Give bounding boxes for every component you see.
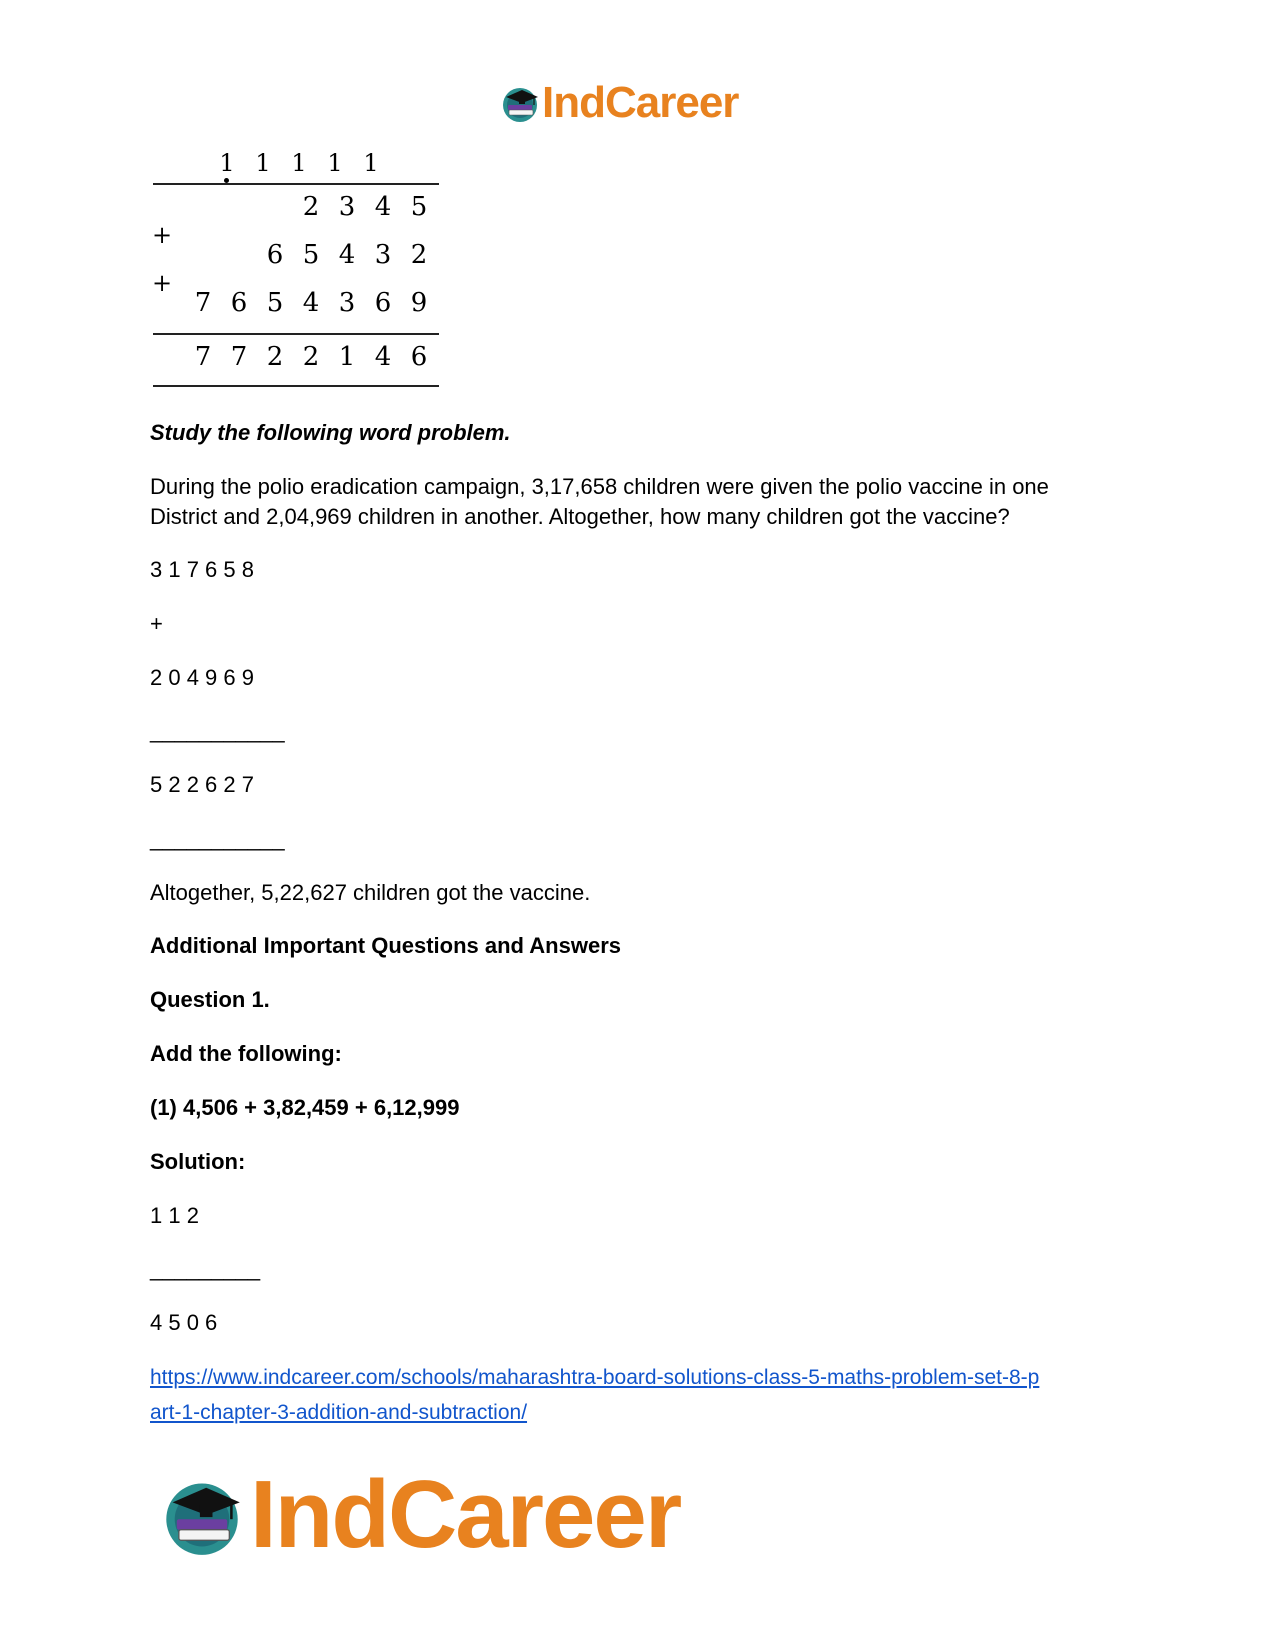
- carry-digit: 1: [327, 149, 343, 177]
- row3-digit: 5: [266, 288, 284, 318]
- row2-digit: 5: [302, 240, 320, 270]
- study-heading: Study the following word problem.: [150, 420, 511, 445]
- row1-digit: 5: [410, 192, 428, 222]
- footer-logo: [160, 1461, 681, 1568]
- result-digit: 7: [230, 342, 248, 372]
- sum-number: 5 2 2 6 2 7: [150, 772, 254, 797]
- source-link-line1[interactable]: https://www.indcareer.com/schools/maharashtra-board-solutions-class-5-maths-problem-set-8-p: [150, 1366, 1040, 1389]
- solution-label: Solution:: [150, 1149, 246, 1174]
- row1-digit: 4: [374, 192, 392, 222]
- problem-text-line2: District and 2,04,969 children in another. Altogether, how many children got the vaccine?: [150, 504, 1010, 529]
- result-digit: 4: [374, 342, 392, 372]
- figure-rule-middle: [153, 333, 439, 335]
- additional-heading: Additional Important Questions and Answers: [150, 933, 622, 958]
- question-item: (1) 4,506 + 3,82,459 + 6,12,999: [150, 1095, 460, 1120]
- plus-operator: +: [152, 221, 173, 249]
- row2-digit: 2: [410, 240, 428, 270]
- carry-digit: 1: [291, 149, 307, 177]
- figure-rule-top: [153, 183, 439, 185]
- row3-digit: 6: [230, 288, 248, 318]
- row2-digit: 4: [338, 240, 356, 270]
- second-number: 2 0 4 9 6 9: [150, 665, 254, 690]
- figure-rule-bottom: [153, 385, 439, 387]
- plus-operator: +: [152, 269, 173, 297]
- logo-text: IndCareer: [250, 1461, 681, 1568]
- column-addition-figure: [150, 148, 440, 398]
- header-logo: [500, 78, 738, 128]
- row2-digit: 6: [266, 240, 284, 270]
- underline-rule: _________: [150, 1256, 261, 1281]
- logo-text: IndCareer: [542, 78, 739, 127]
- carry-line: 1 1 2: [150, 1203, 199, 1228]
- row1-digit: 3: [338, 192, 356, 222]
- result-digit: 1: [338, 342, 356, 372]
- question-prompt: Add the following:: [150, 1041, 342, 1066]
- result-digit: 2: [266, 342, 284, 372]
- source-link-line2[interactable]: art-1-chapter-3-addition-and-subtraction/: [150, 1401, 528, 1424]
- row3-digit: 6: [374, 288, 392, 318]
- carry-digit: 1: [219, 149, 235, 177]
- graduation-cap-books-icon: [160, 1473, 244, 1557]
- underline-rule: ___________: [150, 826, 285, 851]
- row2-digit: 3: [374, 240, 392, 270]
- row3-digit: 9: [410, 288, 428, 318]
- result-digit: 7: [194, 342, 212, 372]
- row1-digit: 2: [302, 192, 320, 222]
- first-number: 3 1 7 6 5 8: [150, 557, 254, 582]
- row3-digit: 7: [194, 288, 212, 318]
- graduation-cap-books-icon: [500, 83, 540, 123]
- row3-digit: 4: [302, 288, 320, 318]
- result-digit: 6: [410, 342, 428, 372]
- carry-digit: 1: [255, 149, 271, 177]
- row3-digit: 3: [338, 288, 356, 318]
- underline-rule: ___________: [150, 718, 285, 743]
- problem-text-line1: During the polio eradication campaign, 3,17,658 children were given the polio vaccine in one: [150, 474, 1049, 499]
- carry-digit: 1: [363, 149, 379, 177]
- result-digit: 2: [302, 342, 320, 372]
- answer-text: Altogether, 5,22,627 children got the vaccine.: [150, 880, 591, 905]
- question-label: Question 1.: [150, 987, 270, 1012]
- plus-sign: +: [150, 611, 163, 636]
- first-addend: 4 5 0 6: [150, 1310, 218, 1335]
